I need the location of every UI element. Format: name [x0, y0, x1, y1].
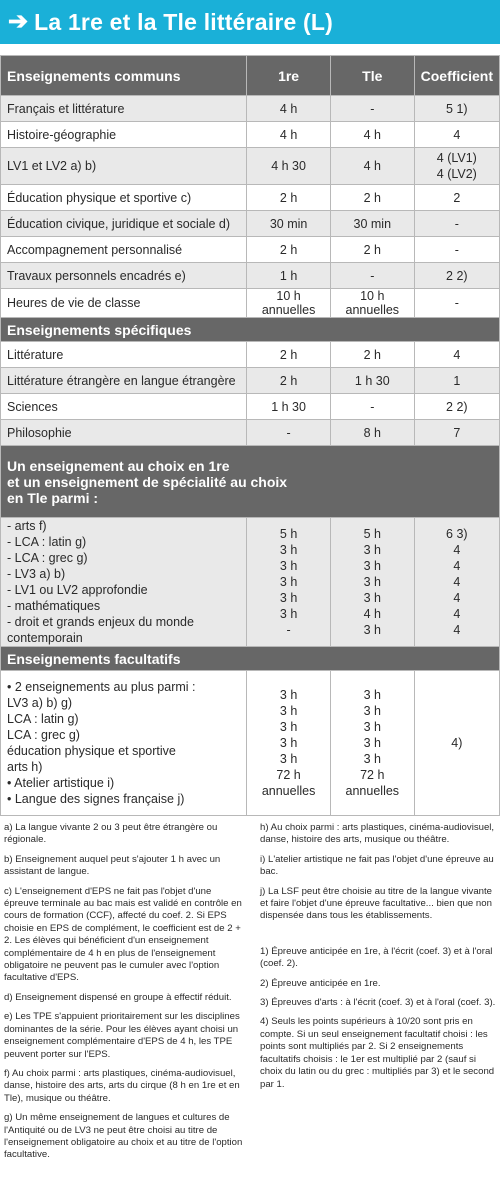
coef-lv1: 4 (LV1): [436, 151, 477, 165]
table-header-row: [1, 56, 500, 96]
page-title: La 1re et la Tle littéraire (L): [34, 8, 334, 35]
row-label: Accompagnement personnalisé: [1, 237, 247, 263]
optional-terminale: [330, 671, 414, 816]
optional-value: 3 h: [279, 704, 298, 718]
row-premiere: 10 h annuelles: [247, 289, 331, 318]
footnote: 4) Seuls les points supérieurs à 10/20 sont pris en compte. Si un seul enseignement facultatif choisi : les points sont multipliés par 2. Si 2 enseignements facultatifs choisis : le 1er est multiplié par 2 (sauf si choix du latin ou du grec : multipliés par 3) et le second par 1.: [260, 1016, 495, 1090]
header-coefficient: Coefficient: [414, 56, 499, 96]
row-premiere: 1 h: [247, 263, 331, 289]
section-title-optional: Enseignements facultatifs: [1, 647, 500, 671]
choice-value: 3 h: [363, 623, 381, 637]
choice-value: 4: [453, 559, 461, 573]
row-coef: 2 2): [414, 394, 499, 420]
row-premiere: 4 h 30: [247, 148, 331, 185]
choice-terminale: [330, 518, 414, 647]
row-label: LV1 et LV2 a) b): [1, 148, 247, 185]
header-common: Enseignements communs: [1, 56, 247, 96]
footnote: h) Au choix parmi : arts plastiques, cinéma-audiovisuel, danse, histoire des arts, musique ou théâtre.: [260, 822, 495, 846]
row-coef: 4: [414, 342, 499, 368]
row-premiere: 4 h: [247, 122, 331, 148]
choice-value: 6 3): [446, 527, 468, 541]
row-label: Philosophie: [1, 420, 247, 446]
optional-value: [337, 671, 408, 687]
footnote: i) L'atelier artistique ne fait pas l'objet d'une épreuve au bac.: [260, 853, 494, 878]
row-premiere: 2 h: [247, 342, 331, 368]
row-terminale: -: [330, 394, 414, 420]
section-title-choice: [1, 446, 500, 518]
choice-value: 3 h: [279, 575, 298, 589]
optional-label: • Langue des signes française j): [7, 792, 185, 806]
choice-label: - droit et grands enjeux du monde contemporain: [7, 615, 194, 645]
optional-value: 72 h annuelles: [261, 768, 316, 798]
table-row: [1, 420, 500, 446]
choice-label: - LCA : latin g): [7, 535, 87, 549]
table-row: [1, 289, 500, 318]
table-row: [1, 518, 500, 647]
row-label: Travaux personnels encadrés e): [1, 263, 247, 289]
row-label: Français et littérature: [1, 96, 247, 122]
row-terminale: -: [330, 263, 414, 289]
row-terminale: 2 h: [330, 185, 414, 211]
row-premiere: 2 h: [247, 237, 331, 263]
choice-value: 4: [453, 623, 461, 637]
footnotes-left: [4, 822, 248, 1169]
optional-value: 72 h annuelles: [345, 768, 400, 798]
row-terminale: 2 h: [330, 342, 414, 368]
footnote-gap: [260, 930, 496, 946]
table-row: [1, 342, 500, 368]
choice-labels: [1, 518, 247, 647]
row-label: Heures de vie de classe: [1, 289, 247, 318]
table-row: [1, 237, 500, 263]
row-coef: 7: [414, 420, 499, 446]
optional-labels: [1, 671, 247, 816]
choice-value: 4: [453, 591, 461, 605]
title-bar: [0, 0, 500, 44]
row-premiere: 30 min: [247, 211, 331, 237]
footnote: d) Enseignement dispensé en groupe à effectif réduit.: [4, 991, 232, 1003]
row-coef: 5 1): [414, 96, 499, 122]
section-title-specific: Enseignements spécifiques: [1, 318, 500, 342]
optional-value: 3 h: [363, 720, 381, 734]
choice-premiere: [247, 518, 331, 647]
optional-value: [253, 671, 324, 687]
choice-value: 3 h: [279, 607, 298, 621]
row-coef: [414, 148, 499, 185]
optional-label: LV3 a) b) g): [7, 696, 73, 710]
section-title-line: et un enseignement de spécialité au choix: [7, 473, 288, 490]
optional-value: 3 h: [363, 688, 381, 702]
table-row: [1, 211, 500, 237]
row-coef: 4: [414, 122, 499, 148]
optional-value: 3 h: [279, 752, 298, 766]
footnote: c) L'enseignement d'EPS ne fait pas l'objet d'une épreuve terminale au bac mais est validé en contrôle en cours de formation (CCF), affecté du coef. 2. Si EPS choisie en EPS de complément, le coefficient est de 2 + 2. Les élèves qui bénéficient d'un enseignement complémentaire de 4 h en plus de l'enseignement obligatoire ne peuvent pas le cumuler avec l'option facultative d'EPS.: [4, 885, 242, 984]
choice-value: 3 h: [363, 591, 381, 605]
choice-label: - LCA : grec g): [7, 551, 88, 565]
choice-value: 5 h: [363, 527, 381, 541]
optional-label: • 2 enseignements au plus parmi :: [7, 680, 196, 694]
choice-value: 3 h: [363, 543, 381, 557]
optional-label: arts h): [7, 760, 43, 774]
choice-value: 3 h: [279, 559, 298, 573]
optional-value: [253, 799, 324, 815]
row-premiere: 1 h 30: [247, 394, 331, 420]
header-terminale: Tle: [330, 56, 414, 96]
row-premiere: -: [247, 420, 331, 446]
table-row: [1, 671, 500, 816]
choice-label: - LV3 a) b): [7, 567, 66, 581]
table-row: [1, 185, 500, 211]
footnote: 2) Épreuve anticipée en 1re.: [260, 977, 381, 989]
row-label: Sciences: [1, 394, 247, 420]
row-label: Littérature étrangère en langue étrangère: [1, 368, 247, 394]
row-coef: -: [414, 237, 499, 263]
footnote: 3) Épreuves d'arts : à l'écrit (coef. 3) et à l'oral (coef. 3).: [260, 997, 496, 1009]
optional-label: éducation physique et sportive: [7, 744, 176, 758]
choice-label: - arts f): [7, 519, 47, 533]
optional-value: 3 h: [363, 704, 381, 718]
row-terminale: -: [330, 96, 414, 122]
choice-value: 3 h: [363, 559, 381, 573]
row-terminale: 10 h annuelles: [330, 289, 414, 318]
footnotes-right: [260, 822, 496, 1098]
row-terminale: 4 h: [330, 122, 414, 148]
row-terminale: 8 h: [330, 420, 414, 446]
choice-label: - mathématiques: [7, 599, 101, 613]
choice-label: - LV1 ou LV2 approfondie: [7, 583, 148, 597]
row-premiere: 2 h: [247, 368, 331, 394]
table-row: [1, 122, 500, 148]
optional-value: [337, 799, 408, 815]
footnote: a) La langue vivante 2 ou 3 peut être étrangère ou régionale.: [4, 822, 218, 846]
row-coef: 1: [414, 368, 499, 394]
optional-value: 3 h: [279, 720, 298, 734]
optional-coef: 4): [414, 671, 499, 816]
row-coef: -: [414, 289, 499, 318]
optional-value: 3 h: [363, 736, 381, 750]
section-header-row: [1, 318, 500, 342]
row-label: Éducation civique, juridique et sociale d): [1, 211, 247, 237]
row-label: Littérature: [1, 342, 247, 368]
row-coef: 2: [414, 185, 499, 211]
row-premiere: 2 h: [247, 185, 331, 211]
row-terminale: 2 h: [330, 237, 414, 263]
section-header-row: [1, 647, 500, 671]
footnote: 1) Épreuve anticipée en 1re, à l'écrit (coef. 3) et à l'oral (coef. 2).: [260, 945, 493, 970]
footnote: g) Un même enseignement de langues et cultures de l'Antiquité ou de LV3 ne peut être choisi au titre de l'enseignement obligatoire au choix et au titre de l'option facultative.: [4, 1112, 243, 1161]
table-row: [1, 96, 500, 122]
choice-value: 4: [453, 607, 461, 621]
optional-label: LCA : latin g): [7, 712, 79, 726]
row-coef: 2 2): [414, 263, 499, 289]
optional-value: 3 h: [279, 688, 298, 702]
header-premiere: 1re: [247, 56, 331, 96]
footnote: b) Enseignement auquel peut s'ajouter 1 h avec un assistant de langue.: [4, 853, 221, 878]
choice-value: 3 h: [363, 575, 381, 589]
row-terminale: 30 min: [330, 211, 414, 237]
section-title-line: en Tle parmi :: [7, 489, 99, 506]
footnote: j) La LSF peut être choisie au titre de la langue vivante et faire l'objet d'une épreuve facultative... bien que non dispensée dans tous les établissements.: [260, 885, 492, 922]
row-terminale: 1 h 30: [330, 368, 414, 394]
arrow-right-icon: ➔: [8, 8, 29, 35]
section-header-row: [1, 446, 500, 518]
row-terminale: 4 h: [330, 148, 414, 185]
footnote: f) Au choix parmi : arts plastiques, cinéma-audiovisuel, danse, histoire des arts, arts du cirque (8 h en 1re et en Tle), musique ou théâtre.: [4, 1067, 240, 1104]
table-row: [1, 368, 500, 394]
choice-value: 4: [453, 575, 461, 589]
table-row: [1, 263, 500, 289]
choice-value: -: [286, 623, 291, 637]
row-label: Éducation physique et sportive c): [1, 185, 247, 211]
section-title-line: Un enseignement au choix en 1re: [7, 457, 230, 474]
optional-value: 3 h: [363, 752, 381, 766]
row-coef: -: [414, 211, 499, 237]
coef-lv2: 4 (LV2): [436, 167, 477, 181]
choice-value: 3 h: [279, 591, 298, 605]
choice-value: 4 h: [363, 607, 381, 621]
curriculum-table: [0, 55, 500, 816]
optional-label: LCA : grec g): [7, 728, 80, 742]
optional-premiere: [247, 671, 331, 816]
optional-value: 3 h: [279, 736, 298, 750]
row-label: Histoire-géographie: [1, 122, 247, 148]
table-row: [1, 148, 500, 185]
choice-value: 3 h: [279, 543, 298, 557]
optional-label: • Atelier artistique i): [7, 776, 115, 790]
row-premiere: 4 h: [247, 96, 331, 122]
choice-value: 4: [453, 543, 461, 557]
choice-value: 5 h: [279, 527, 298, 541]
footnote: e) Les TPE s'appuient prioritairement sur les disciplines dominantes de la série. Pour les élèves ayant choisi un enseignement complémentaire d'EPS de 4 h, les TPE peuvent porter sur l'EPS.: [4, 1011, 240, 1060]
table-row: [1, 394, 500, 420]
choice-coef: [414, 518, 499, 647]
